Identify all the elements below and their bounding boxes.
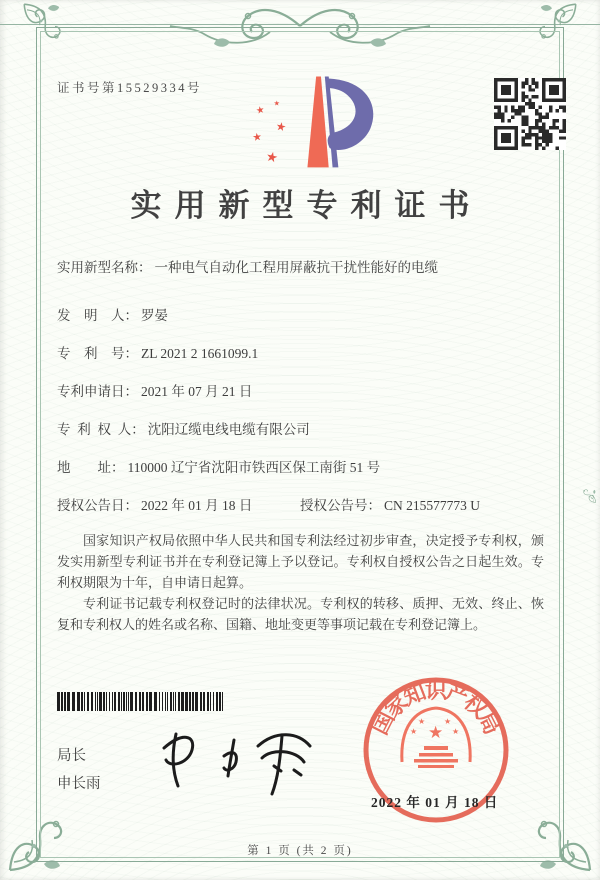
field-value: 沈阳辽缆电线电缆有限公司 [147,422,310,437]
svg-text:★: ★ [273,100,280,108]
page-title: 实用新型专利证书 [130,188,483,223]
field-row-address [57,456,547,476]
svg-text:识: 识 [424,678,448,703]
svg-text:★: ★ [255,104,266,117]
field-label: 专 利 权 人： [57,422,145,437]
paragraph-1: 国家知识产权局依照中华人民共和国专利法经过初步审查，决定授予专利权，颁发实用新型专利证书并在专利登记簿上予以登记。专利权自授权公告之日起生效。专利权期限为十年，自申请日起算。 [57,533,544,590]
svg-text:★: ★ [251,131,263,145]
svg-text:产: 产 [442,678,473,711]
top-edge-line [0,24,600,25]
svg-text:★: ★ [264,148,280,166]
field-label: 地 址： [57,460,125,475]
svg-text:★: ★ [410,727,418,736]
director-block [57,742,101,798]
director-title: 局长 [57,748,86,764]
right-edge-ornament [572,460,600,520]
director-name: 申长雨 [57,776,101,792]
field-value: 罗晏 [141,308,168,323]
svg-text:★: ★ [274,119,288,135]
field-row-inventor [57,304,547,324]
svg-text:知: 知 [399,678,430,711]
svg-text:局: 局 [472,707,506,739]
field-row-name [57,256,547,276]
field-row-filing-date [57,380,547,400]
field-value: 一种电气自动化工程用屏蔽抗干扰性能好的电缆 [154,260,438,275]
svg-text:★: ★ [428,723,444,742]
field-value: ZL 2021 2 1661099.1 [141,346,259,361]
field-row-patent-no [57,342,547,362]
field-label: 发 明 人： [57,308,138,323]
seal-date: 2022 年 01 月 18 日 [371,795,499,810]
grant-date-value: 2022 年 01 月 18 日 [141,498,253,513]
official-seal [348,662,524,838]
field-row-patentee [57,418,547,438]
svg-text:★: ★ [418,717,426,726]
svg-text:★: ★ [452,727,460,736]
grant-date-label: 授权公告日： [57,498,138,513]
svg-text:★: ★ [444,717,452,726]
grant-no-label: 授权公告号： [300,498,381,513]
certificate-number: 证书号第15529334号 [57,81,203,95]
field-label: 专 利 号： [57,346,138,361]
grant-no-value: CN 215577773 U [384,498,481,513]
cnipa-logo-icon [233,72,378,170]
field-label: 实用新型名称： [57,260,152,275]
footer-page-number: 第 1 页 (共 2 页) [247,845,353,857]
svg-text:国: 国 [366,707,400,739]
svg-text:家: 家 [379,689,413,723]
director-signature [148,718,328,808]
field-label: 专利申请日： [57,384,138,399]
barcode [57,692,227,711]
qr-code [494,78,566,150]
paragraph-2: 专利证书记载专利权登记时的法律状况。专利权的转移、质押、无效、终止、恢复和专利权人的姓名或名称、国籍、地址变更等事项记载在专利登记簿上。 [57,596,544,632]
field-value: 2021 年 07 月 21 日 [141,384,253,399]
legal-text [57,530,544,635]
field-row-grant [57,494,547,514]
field-value: 110000 辽宁省沈阳市铁西区保工南街 51 号 [127,460,381,475]
svg-text:权: 权 [459,689,493,723]
